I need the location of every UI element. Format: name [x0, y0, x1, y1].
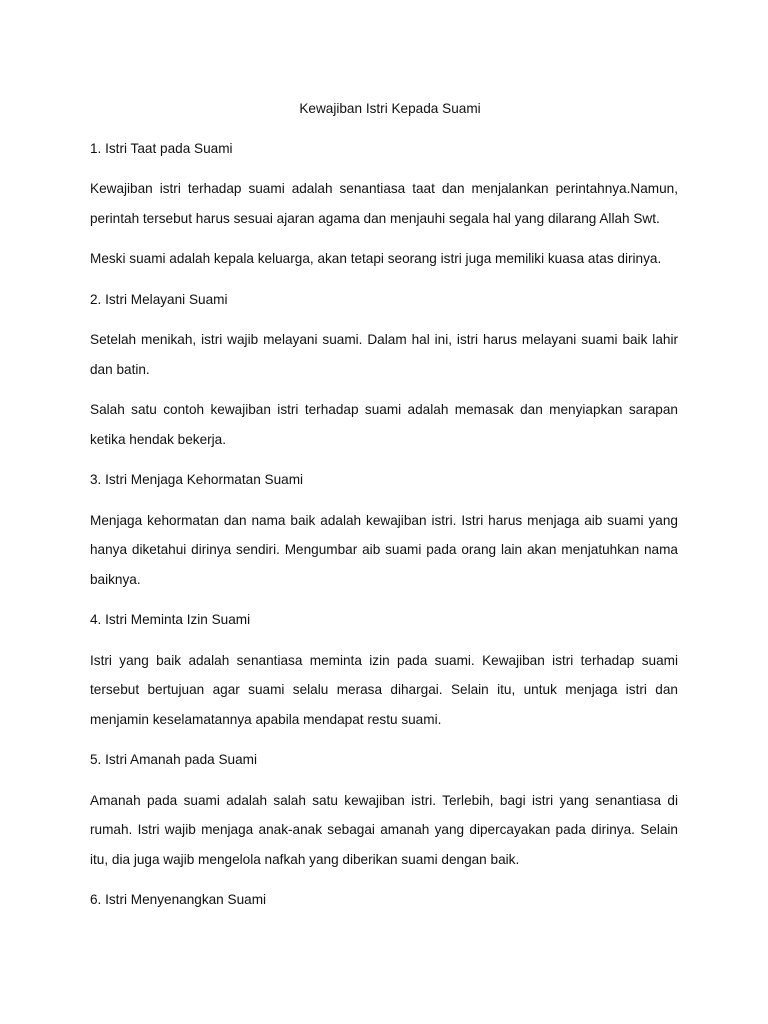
section-heading-1: 1. Istri Taat pada Suami	[90, 140, 233, 156]
paragraph-4a: Istri yang baik adalah senantiasa meminta izin pada suami. Kewajiban istri terhadap suami tersebut bertujuan agar suami selalu merasa dihargai. Selain itu, untuk menjaga istri dan menjamin keselamatannya apabila mendapat restu suami.	[90, 652, 678, 727]
section-heading-4: 4. Istri Meminta Izin Suami	[90, 612, 251, 627]
section-heading-3: 3. Istri Menjaga Kehormatan Suami	[90, 472, 304, 487]
paragraph-1a: Kewajiban istri terhadap suami adalah senantiasa taat dan menjalankan perintahnya.Namun, perintah tersebut harus sesuai ajaran agama dan menjauhi segala hal yang dilarang Allah Swt.	[90, 181, 678, 226]
page-title: Kewajiban Istri Kepada Suami	[299, 101, 481, 116]
paragraph-2b: Salah satu contoh kewajiban istri terhadap suami adalah memasak dan menyiapkan sarapan ketika hendak bekerja.	[90, 402, 678, 447]
section-heading-6: 6. Istri Menyenangkan Suami	[90, 892, 267, 907]
paragraph-1b: Meski suami adalah kepala keluarga, akan tetapi seorang istri juga memiliki kuasa atas dirinya.	[90, 251, 662, 266]
paragraph-3a: Menjaga kehormatan dan nama baik adalah kewajiban istri. Istri harus menjaga aib suami yang hanya diketahui dirinya sendiri. Mengumbar aib suami pada orang lain akan menjatuhkan nama baiknya.	[90, 512, 678, 587]
paragraph-5a: Amanah pada suami adalah salah satu kewajiban istri. Terlebih, bagi istri yang senantiasa di rumah. Istri wajib menjaga anak-anak sebagai amanah yang dipercayakan pada dirinya. Selain itu, dia juga wajib mengelola nafkah yang diberikan suami dengan baik.	[90, 792, 678, 867]
section-heading-2: 2. Istri Melayani Suami	[90, 291, 228, 307]
paragraph-2a: Setelah menikah, istri wajib melayani suami. Dalam hal ini, istri harus melayani suami baik lahir dan batin.	[90, 332, 678, 377]
section-heading-5: 5. Istri Amanah pada Suami	[90, 752, 257, 767]
document-body	[90, 94, 678, 926]
